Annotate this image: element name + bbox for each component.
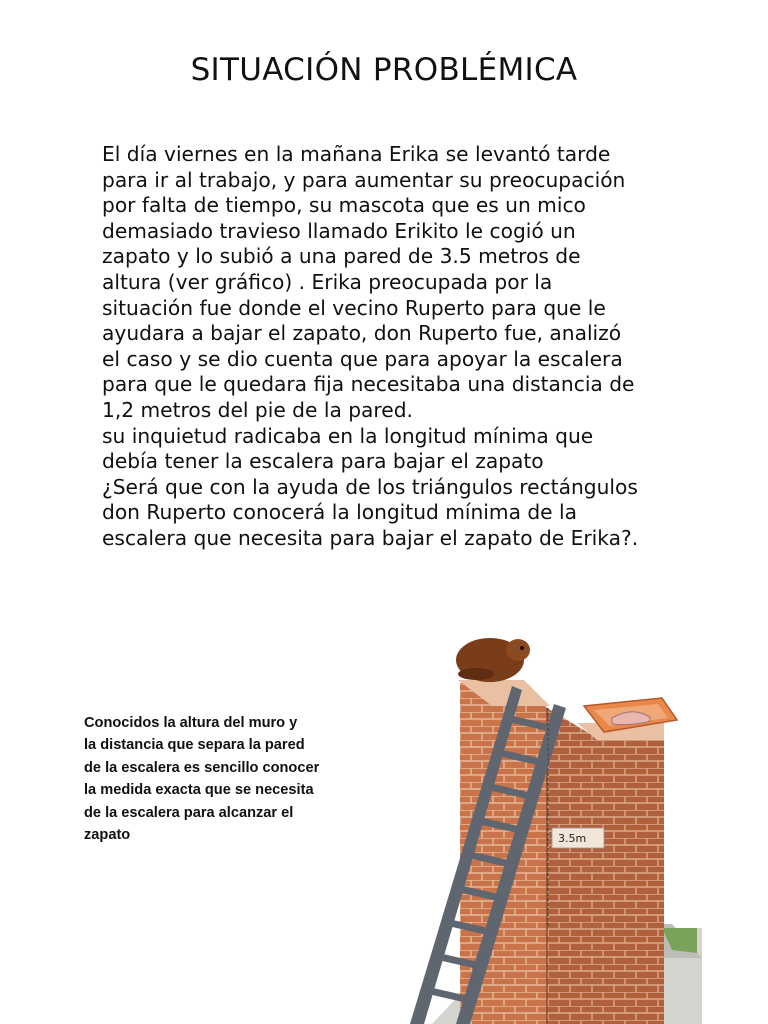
page-title: SITUACIÓN PROBLÉMICA: [190, 52, 578, 88]
height-label: 3.5m: [558, 832, 587, 845]
paragraph-line: don Ruperto conocerá la longitud mínima de la: [102, 500, 577, 525]
paragraph-line: ayudara a bajar el zapato, don Ruperto fue, analizó: [102, 321, 622, 346]
wall-ladder-illustration: [372, 628, 702, 1024]
paragraph-line: 1,2 metros del pie de la pared.: [102, 397, 413, 422]
illustration-caption: [84, 712, 384, 846]
paragraph-line: para que le quedara fija necesitaba una distancia de: [102, 372, 635, 397]
paragraph-line: por falta de tiempo, su mascota que es un mico: [102, 193, 586, 218]
paragraph-line: zapato y lo subió a una pared de 3.5 metros de: [102, 244, 581, 269]
brick-wall: [458, 680, 664, 1024]
caption-line: de la escalera para alcanzar el: [84, 804, 294, 821]
paragraph-line: demasiado travieso llamado Erikito le cogió un: [102, 218, 576, 243]
caption-line: zapato: [84, 827, 131, 844]
caption-line: la distancia que separa la pared: [84, 737, 305, 754]
caption-line: Conocidos la altura del muro y: [84, 715, 298, 731]
monkey: [456, 638, 530, 682]
paragraph-line: el caso y se dio cuenta que para apoyar la escalera: [102, 346, 623, 371]
problem-statement: [102, 142, 702, 552]
paragraph-line: altura (ver gráfico) . Erika preocupada por la: [102, 269, 553, 294]
paragraph-line: El día viernes en la mañana Erika se levantó tarde: [102, 142, 611, 166]
paragraph-line: ¿Será que con la ayuda de los triángulos rectángulos: [102, 474, 638, 499]
paragraph-line: situación fue donde el vecino Ruperto para que le: [102, 295, 606, 320]
paragraph-line: para ir al trabajo, y para aumentar su preocupación: [102, 167, 626, 192]
caption-line: la medida exacta que se necesita: [84, 782, 314, 799]
paragraph-line: debía tener la escalera para bajar el zapato: [102, 449, 544, 474]
caption-line: de la escalera es sencillo conocer: [84, 759, 320, 776]
paragraph-line: escalera que necesita para bajar el zapato de Erika?.: [102, 525, 639, 550]
paragraph-line: su inquietud radicaba en la longitud mínima que: [102, 423, 594, 448]
